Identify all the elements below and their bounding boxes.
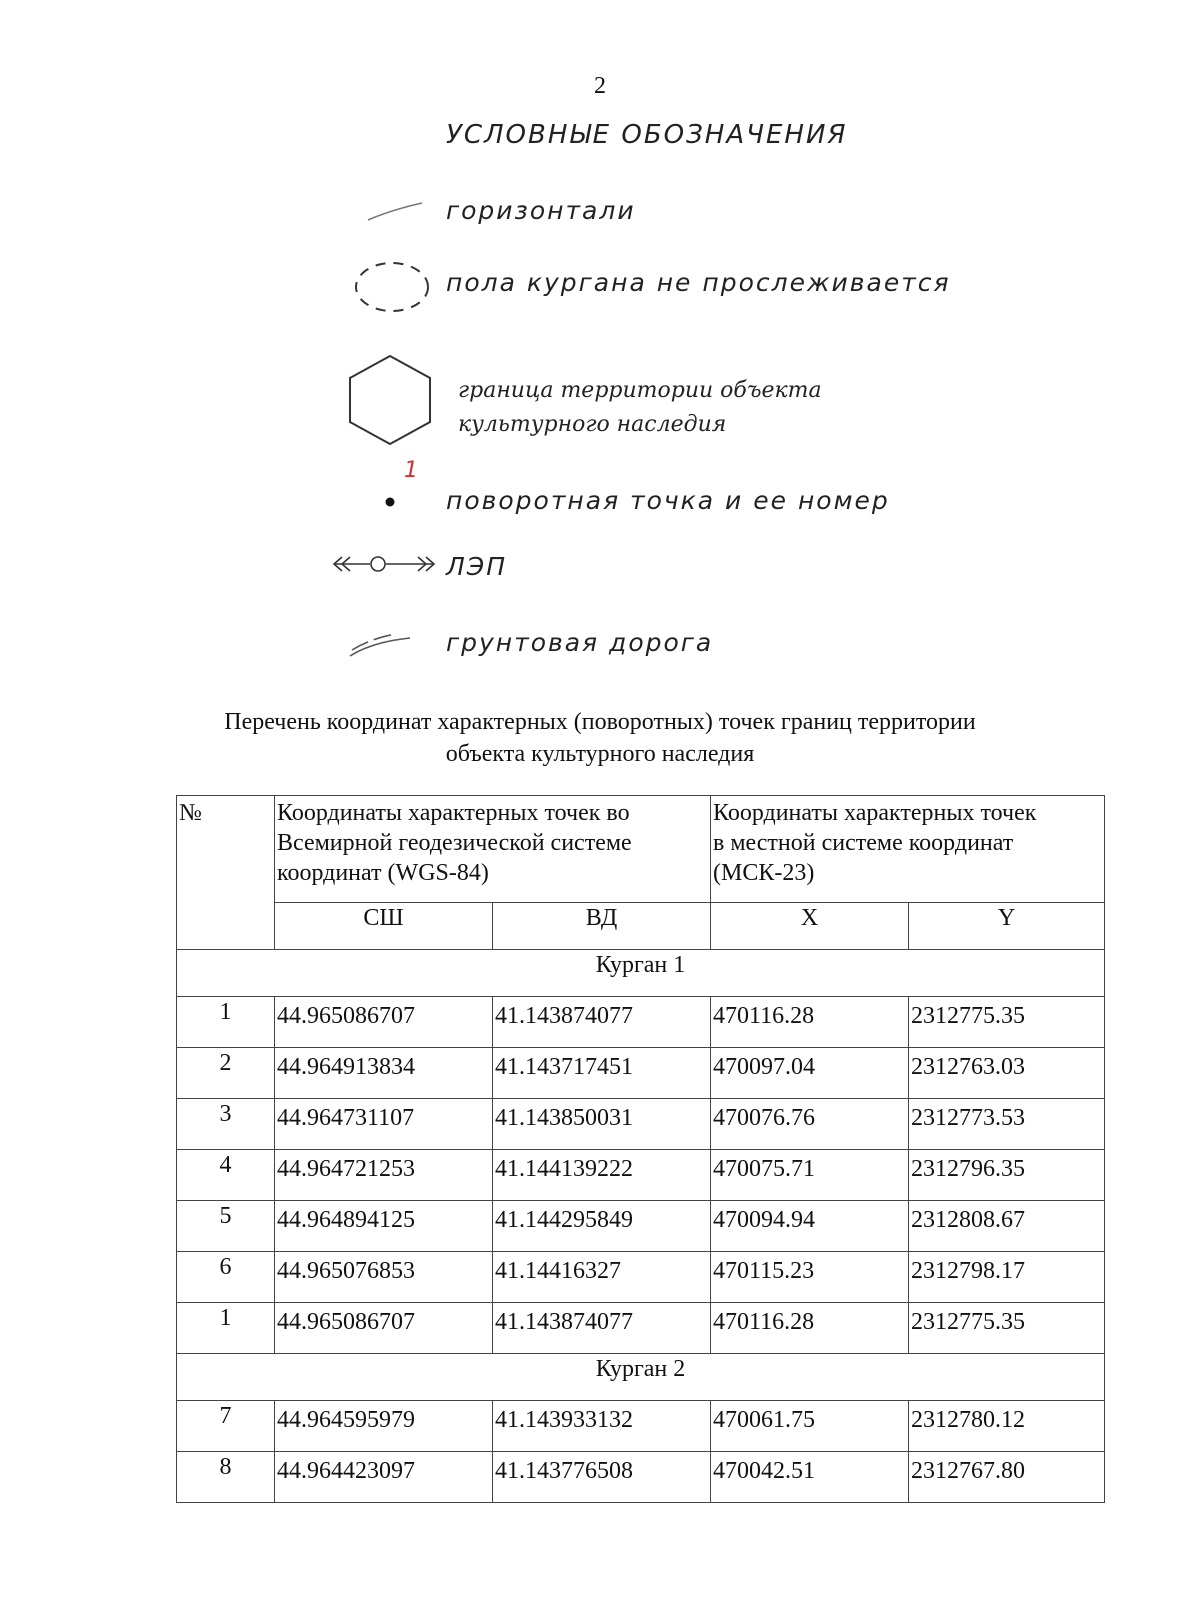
turning-point-marker: 1 (404, 458, 420, 483)
y-coordinate-cell: 2312780.12 (909, 1401, 1105, 1452)
point-number: 1 (177, 1303, 275, 1354)
legend-title: УСЛОВНЫЕ ОБОЗНАЧЕНИЯ (446, 120, 848, 150)
point-number: 2 (177, 1048, 275, 1099)
longitude-cell: 41.143776508 (493, 1452, 711, 1503)
group-row (177, 1354, 1105, 1401)
dirt-road-icon (346, 630, 416, 660)
table-subheader-row (177, 903, 1105, 950)
header-wgs-line2: Всемирной геодезической системе (277, 830, 632, 856)
x-coordinate-cell: 470042.51 (711, 1452, 909, 1503)
x-coordinate-cell: 470094.94 (711, 1201, 909, 1252)
header-msk-line3: (МСК-23) (713, 860, 815, 886)
longitude-cell: 41.14416327 (493, 1252, 711, 1303)
x-coordinate-cell: 470061.75 (711, 1401, 909, 1452)
latitude-cell: 44.965076853 (275, 1252, 493, 1303)
legend-label-turning-point: поворотная точка и ее номер (446, 486, 890, 515)
legend-label-boundary-line1: граница территории объекта (458, 378, 822, 403)
table-row (177, 1048, 1105, 1099)
header-msk-line1: Координаты характерных точек (713, 800, 1037, 826)
table-body (177, 950, 1105, 1503)
legend-label-mound-floor: пола кургана не прослеживается (446, 268, 951, 297)
header-wgs-line1: Координаты характерных точек во (277, 800, 630, 826)
group-row (177, 950, 1105, 997)
longitude-cell: 41.143717451 (493, 1048, 711, 1099)
header-wgs-line3: координат (WGS-84) (277, 860, 489, 886)
point-number: 5 (177, 1201, 275, 1252)
latitude-cell: 44.964721253 (275, 1150, 493, 1201)
y-coordinate-cell: 2312796.35 (909, 1150, 1105, 1201)
x-coordinate-cell: 470116.28 (711, 1303, 909, 1354)
legend-label-boundary-line2: культурного наследия (458, 412, 727, 437)
table-title-line1: Перечень координат характерных (поворотных) точек границ территории (224, 709, 976, 735)
point-number: 3 (177, 1099, 275, 1150)
latitude-cell: 44.964595979 (275, 1401, 493, 1452)
page-number: 2 (594, 73, 606, 99)
latitude-cell: 44.964894125 (275, 1201, 493, 1252)
table-row (177, 1201, 1105, 1252)
latitude-cell: 44.965086707 (275, 1303, 493, 1354)
table-row (177, 1401, 1105, 1452)
x-coordinate-cell: 470076.76 (711, 1099, 909, 1150)
group-title: Курган 2 (177, 1354, 1105, 1401)
table-title-line2: объекта культурного наследия (445, 741, 755, 767)
col-x-header: X (711, 903, 909, 950)
header-msk-line2: в местной системе координат (713, 830, 1014, 856)
dashed-ellipse-icon (350, 258, 436, 316)
point-number: 8 (177, 1452, 275, 1503)
x-coordinate-cell: 470075.71 (711, 1150, 909, 1201)
y-coordinate-cell: 2312798.17 (909, 1252, 1105, 1303)
table-header-row (177, 796, 1105, 903)
latitude-cell: 44.964423097 (275, 1452, 493, 1503)
hexagon-icon (340, 352, 440, 448)
header-msk23 (711, 796, 1105, 903)
longitude-cell: 41.144139222 (493, 1150, 711, 1201)
table-title (0, 706, 1200, 770)
power-line-icon (330, 552, 440, 576)
point-number: 6 (177, 1252, 275, 1303)
y-coordinate-cell: 2312775.35 (909, 1303, 1105, 1354)
header-wgs84 (275, 796, 711, 903)
col-lon-header: ВД (493, 903, 711, 950)
latitude-cell: 44.964731107 (275, 1099, 493, 1150)
group-title: Курган 1 (177, 950, 1105, 997)
table-row (177, 1099, 1105, 1150)
point-number: 1 (177, 997, 275, 1048)
col-y-header: Y (909, 903, 1105, 950)
header-num: № (177, 796, 275, 950)
longitude-cell: 41.143933132 (493, 1401, 711, 1452)
longitude-cell: 41.143874077 (493, 997, 711, 1048)
table-row (177, 997, 1105, 1048)
table-row (177, 1150, 1105, 1201)
x-coordinate-cell: 470115.23 (711, 1252, 909, 1303)
y-coordinate-cell: 2312773.53 (909, 1099, 1105, 1150)
y-coordinate-cell: 2312763.03 (909, 1048, 1105, 1099)
table-row (177, 1303, 1105, 1354)
latitude-cell: 44.965086707 (275, 997, 493, 1048)
point-number: 7 (177, 1401, 275, 1452)
table-row (177, 1252, 1105, 1303)
coordinates-table (176, 795, 1105, 1503)
y-coordinate-cell: 2312775.35 (909, 997, 1105, 1048)
x-coordinate-cell: 470097.04 (711, 1048, 909, 1099)
legend-label-dirt-road: грунтовая дорога (446, 628, 714, 657)
latitude-cell: 44.964913834 (275, 1048, 493, 1099)
col-lat-header: СШ (275, 903, 493, 950)
longitude-cell: 41.143850031 (493, 1099, 711, 1150)
longitude-cell: 41.144295849 (493, 1201, 711, 1252)
legend-label-power-line: ЛЭП (446, 552, 508, 581)
point-number: 4 (177, 1150, 275, 1201)
contour-line-icon (366, 200, 426, 224)
table-row (177, 1452, 1105, 1503)
y-coordinate-cell: 2312767.80 (909, 1452, 1105, 1503)
x-coordinate-cell: 470116.28 (711, 997, 909, 1048)
longitude-cell: 41.143874077 (493, 1303, 711, 1354)
y-coordinate-cell: 2312808.67 (909, 1201, 1105, 1252)
legend-label-contours: горизонтали (446, 196, 636, 225)
